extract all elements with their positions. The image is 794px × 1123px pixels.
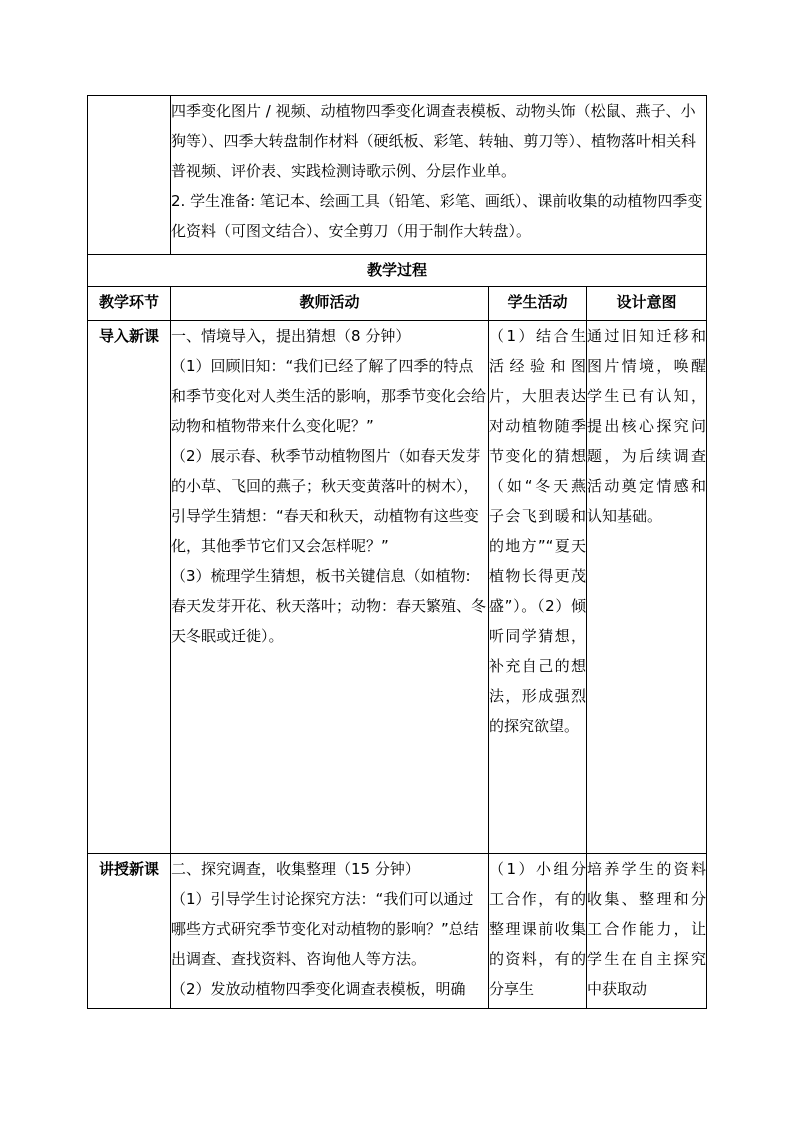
header-design-intent: 设计意图 xyxy=(587,287,707,321)
process-title: 教学过程 xyxy=(88,255,707,287)
lesson-plan-table xyxy=(87,95,707,1009)
teacher-activity-step: （2）展示春、秋季节动植物图片（如春天发芽的小草、飞回的燕子；秋天变黄落叶的树木），引导学生猜想：“春天和秋天，动植物有这些变化，其他季节它们又会怎样呢？” xyxy=(171,447,481,555)
design-intent-cell: 通过旧知迁移和图片情境，唤醒学生已有认知，提出核心探究问题，为后续调查活动奠定情感和认知基础。 xyxy=(587,321,707,854)
student-activity-cell: （1）小组分工合作，有的整理课前收集的资料，有的分享生 xyxy=(489,854,587,1009)
student-activity-cell: （1）结合生活经验和图片，大胆表达对动植物随季节变化的猜想（如“冬天燕子会飞到暖和的地方”“夏天植物长得更茂盛”）。（2）倾听同学猜想，补充自己的想法，形成强烈的探究欲望。 xyxy=(489,321,587,854)
teacher-activity-step: （1）引导学生讨论探究方法：“我们可以通过哪些方式研究季节变化对动植物的影响？”总结出调查、查找资料、咨询他人等方法。 xyxy=(171,890,479,968)
teacher-activity-step: （3）梳理学生猜想，板书关键信息（如植物: 春天发芽开花、秋天落叶；动物：春天繁殖、冬天冬眠或迁徙）。 xyxy=(171,567,487,645)
stage-cell: 讲授新课 xyxy=(88,854,171,1009)
student-prep-text: 2. 学生准备: 笔记本、绘画工具（铅笔、彩笔、画纸）、课前收集的动植物四季变化资料（可图文结合）、安全剪刀（用于制作大转盘）。 xyxy=(171,192,703,240)
table-row-new-lesson xyxy=(88,854,707,1009)
header-student-activity: 学生活动 xyxy=(489,287,587,321)
teacher-activity-heading: 一、情境导入，提出猜想（8 分钟） xyxy=(171,327,411,345)
preparation-label-cell xyxy=(88,96,171,255)
materials-text: 四季变化图片 / 视频、动植物四季变化调查表模板、动物头饰（松鼠、燕子、小狗等）、四季大转盘制作材料（硬纸板、彩笔、转轴、剪刀等）、植物落叶相关科普视频、评价表、实践检测诗歌示例、分层作业单。 xyxy=(171,102,697,180)
table-row-intro xyxy=(88,321,707,854)
process-title-row xyxy=(88,255,707,287)
teacher-activity-heading: 二、探究调查，收集整理（15 分钟） xyxy=(171,860,420,878)
teacher-activity-cell xyxy=(171,321,489,854)
teacher-activity-cell xyxy=(171,854,489,1009)
preparation-row xyxy=(88,96,707,255)
stage-cell: 导入新课 xyxy=(88,321,171,854)
teacher-activity-step: （2）发放动植物四季变化调查表模板，明确 xyxy=(171,980,466,998)
preparation-content-cell xyxy=(171,96,707,255)
header-teacher-activity: 教师活动 xyxy=(171,287,489,321)
header-stage: 教学环节 xyxy=(88,287,171,321)
design-intent-cell: 培养学生的资料收集、整理和分工合作能力，让学生在自主探究中获取动 xyxy=(587,854,707,1009)
column-header-row xyxy=(88,287,707,321)
teacher-activity-step: （1）回顾旧知：“我们已经了解了四季的特点和季节变化对人类生活的影响，那季节变化会给动物和植物带来什么变化呢？” xyxy=(171,357,487,435)
